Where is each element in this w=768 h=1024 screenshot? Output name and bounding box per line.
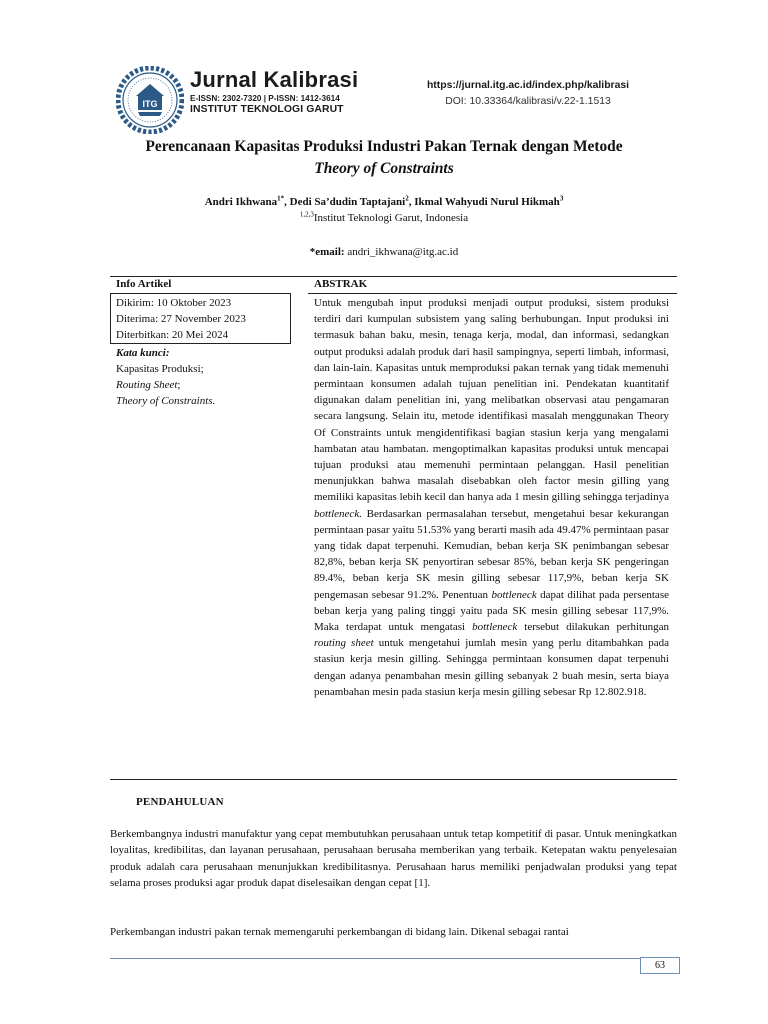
- author-list: [60, 196, 708, 208]
- abstract-italic-4: routing sheet: [314, 637, 374, 650]
- info-header-rule: [110, 293, 291, 294]
- abstract-header-rule: [308, 293, 677, 294]
- abstract-part-5: untuk mengetahui jumlah mesin yang perlu ditambahkan pada stasiun kerja mesin gilling. Sehingga permintaan konsumen dapat terpenuhi dengan adanya penambahan mesin gilling sebanyak 2 buah mesin, serta biaya penambahan mesin pada stasiun kerja mesin gilling sebesar Rp 12.802.918.: [314, 637, 670, 698]
- journal-brand: [190, 68, 358, 116]
- abstract-part-1: Untuk mengubah input produksi menjadi output produksi, sistem produksi terdiri dari kumpulan subsistem yang saling berhubungan. Input produksi ini termasuk bahan baku, mesin, tenaga kerja, modal, dan informasi, sedangkan output produksi adalah produk dari hasil sampingnya, seperti limbah, informasi, dan lain-lain. Kapasitas untuk memproduksi pakan ternak yang tidak memenuhi permintaan konsumen adalah tujuan penelitian ini. Pendekatan kuantitatif digunakan dalam penelitian ini, yang melibatkan observasi atau pengamaran secara langsung. Selain itu, metode identifikasi masalah menggunakan Theory Of Constraints untuk mengidentifikasi bagian stasiun kerja yang mengalami hambatan atau hambatan. mengoptimalkan kapasitas produksi untuk mencapai tujuan produksi atau memenuhi permintaan pelanggan. Hasil penelitian menunjukkan bahwa masalah disebabkan oleh factor mesin gilling yang memiliki kapasitas lebih kecil dan hanya ada 1 mesin gilling sehingga terjadinya: [314, 297, 669, 504]
- abstract-italic-2: bottleneck: [491, 588, 537, 601]
- table-bottom-rule: [110, 779, 677, 780]
- journal-name: Jurnal Kalibrasi: [190, 67, 359, 92]
- author-3-sup: 3: [559, 194, 564, 203]
- affiliation-sup: 1,2,3: [299, 210, 314, 219]
- section-heading: PENDAHULUAN: [136, 796, 224, 808]
- abstract-part-2: Berdasarkan permasalahan tersebut, mengetahui besar kekurangan permintaan pasar yaitu 51.53% yang berarti masih ada 49.47% permintaan pasar yang tidak dapat terpenuhi. Kemudian, beban kerja SK penimbangan sebesar 82,8%, beban kerja SK penyortiran sebesar 85%, beban kerja SK pengeringan 89.4%, beban kerja SK mesin gilling sebesar 117,9%, beban kerja SK pengemasan sebesar 91.2%. Penentuan: [314, 507, 669, 601]
- itg-logo: [116, 66, 184, 134]
- date-published: Diterbitkan: 20 Mei 2024: [116, 329, 229, 341]
- article-doi[interactable]: DOI: 10.33364/kalibrasi/v.22-1.1513: [445, 96, 611, 107]
- abstract-italic-1: bottleneck.: [314, 507, 362, 520]
- author-2-sup: 2: [405, 194, 409, 203]
- affiliation: [60, 212, 708, 224]
- paragraph-1: Berkembangnya industri manufaktur yang cepat membutuhkan perusahaan untuk tetap kompetitif di pasar. Untuk meningkatkan loyalitas, kredibilitas, dan layanan perusahaan, perusahaan berusaha memberikan yang terbaik. Ketepatan waktu penyelesaian produk adalah cara perusahaan menunjukkan kredibilitasnya. Perusahaan harus memiliki penjadwalan produksi yang tepat selama proses produksi agar produk dapat diselesaikan dengan cepat [1].: [110, 828, 677, 889]
- journal-issn: E-ISSN: 2302-7320 | P-ISSN: 1412-3614: [190, 94, 340, 103]
- email-label: *email:: [309, 246, 345, 258]
- author-sep: ,: [284, 196, 290, 208]
- date-accepted: Diterima: 27 November 2023: [116, 313, 246, 325]
- keyword-1: Kapasitas Produksi;: [116, 363, 204, 375]
- corresponding-email: [60, 246, 708, 258]
- logo-text: ITG: [142, 99, 158, 109]
- table-top-rule: [110, 276, 677, 277]
- abstract-part-4: tersebut dilakukan perhitungan: [517, 621, 669, 634]
- article-title-line2: Theory of Constraints: [314, 160, 454, 177]
- keyword-2: Routing Sheet: [116, 379, 178, 391]
- keyword-2-sep: ;: [177, 379, 181, 391]
- abstract-part-3: dapat dilihat pada persentase beban kerja yang paling tinggi yaitu pada SK mesin gilling sebesar 117,9%. Maka terdapat untuk mengatasi: [314, 588, 669, 634]
- journal-institution: INSTITUT TEKNOLOGI GARUT: [190, 104, 344, 115]
- info-divider-rule: [110, 343, 291, 344]
- abstract-italic-3: bottleneck: [472, 621, 518, 634]
- paragraph-2: Perkembangan industri pakan ternak memengaruhi perkembangan di bidang lain. Dikenal sebagai rantai: [110, 926, 569, 938]
- keywords-label: Kata kunci:: [116, 347, 170, 359]
- author-2: Dedi Sa’dudin Taptajani: [289, 196, 406, 208]
- article-title-line1: Perencanaan Kapasitas Produksi Industri Pakan Ternak dengan Metode: [145, 138, 623, 155]
- author-1-sup: 1*: [277, 194, 285, 203]
- journal-url[interactable]: https://jurnal.itg.ac.id/index.php/kalibrasi: [426, 80, 630, 91]
- author-1: Andri Ikhwana: [204, 196, 278, 208]
- info-heading: Info Artikel: [116, 278, 172, 290]
- author-3: Ikmal Wahyudi Nurul Hikmah: [414, 196, 560, 208]
- date-received: Dikirim: 10 Oktober 2023: [116, 297, 232, 309]
- info-left-rule: [110, 293, 111, 344]
- abstract-text: [314, 295, 669, 700]
- email-address[interactable]: andri_ikhwana@itg.ac.id: [347, 246, 459, 258]
- affiliation-text: Institut Teknologi Garut, Indonesia: [313, 212, 469, 224]
- abstract-heading: ABSTRAK: [314, 278, 368, 290]
- keyword-3: Theory of Constraints.: [116, 395, 216, 407]
- footer-rule: [110, 958, 678, 959]
- info-right-rule: [290, 293, 291, 344]
- page-number: 63: [640, 957, 680, 974]
- author-sep: ,: [408, 196, 415, 208]
- keyword-2-line: [116, 377, 180, 393]
